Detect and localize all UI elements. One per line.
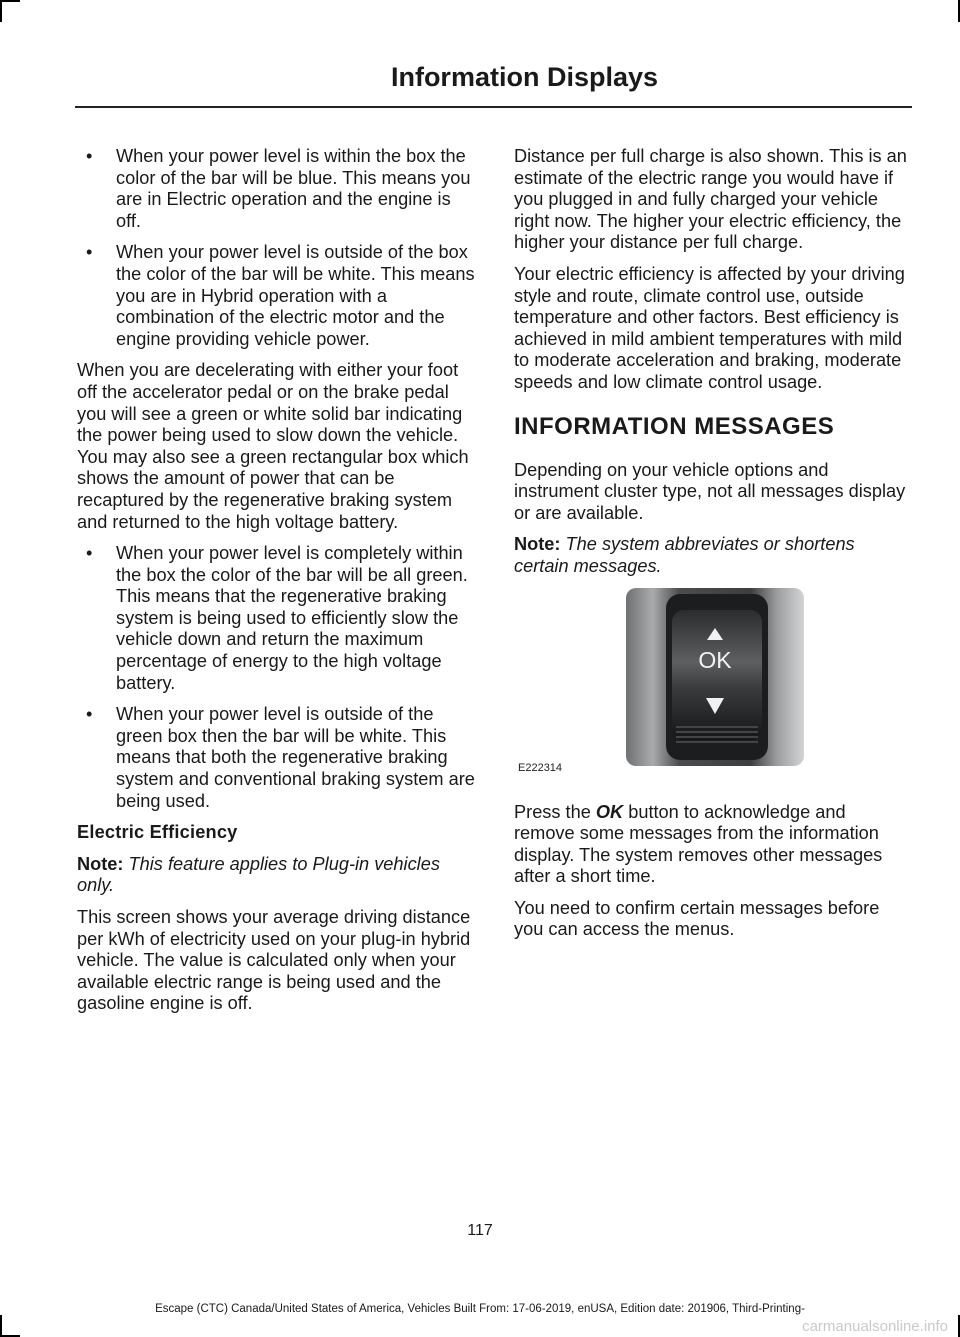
note-label: Note: [514,534,561,555]
bullet-list-power-level [77,146,477,350]
bullet-list-regenerative [77,543,477,812]
ok-label: OK [698,646,732,673]
bullet-icon: • [86,704,93,725]
bullet-icon: • [86,543,93,564]
steering-ok-button-image [626,588,804,766]
crop-mark [0,0,2,22]
watermark: carmanualsonline.info [802,1318,948,1335]
paragraph-confirm: You need to confirm certain messages before you can access the menus. [514,897,880,940]
page-number: 117 [467,1222,493,1239]
header-divider [75,106,912,108]
left-column [77,146,477,1025]
paragraph-messages: Depending on your vehicle options and instrument cluster type, not all messages display or are available. [514,459,906,523]
section-heading: INFORMATION MESSAGES [514,412,835,440]
bullet-icon: • [86,242,93,263]
page-title: Information Displays [390,62,658,92]
paragraph-decelerating: When you are decelerating with either your foot off the accelerator pedal or on the brake pedal you will see a green or white solid bar indicating the power being used to slow down the vehicle. You may also see a green rectangular box which shows the amount of power that can be recaptured by the regenerative braking system and returned to the high voltage battery. [77,360,469,532]
figure-id: E222314 [518,761,563,774]
list-item: • When your power level is outside of the box the color of the bar will be white. This means you are in Hybrid operation with a combination of the electric motor and the engine providing vehicle power. [86,242,475,349]
footer-text: Escape (CTC) Canada/United States of America, Vehicles Built From: 17-06-2019, enUSA, Edition date: 201906, Third-Printing- [155,1303,805,1315]
note [77,854,477,897]
note-text: The system abbreviates or shortens certain messages. [514,534,855,576]
subheading-electric-efficiency: Electric Efficiency [77,822,238,843]
note [514,534,910,577]
note-text: This feature applies to Plug-in vehicles only. [77,853,440,896]
paragraph-factors: Your electric efficiency is affected by your driving style and route, climate control use, outside temperature and other factors. Best efficiency is achieved in mild ambient temperatures with mild to moderate acceleration and braking, moderate speeds and low climate control usage. [514,263,905,392]
list-item: • When your power level is within the box the color of the bar will be blue. This means you are in Electric operation and the engine is off. [86,146,471,231]
right-column [514,146,910,951]
crop-mark [0,0,20,2]
ok-button-figure [514,588,910,784]
paragraph-press-ok: Press the OK button to acknowledge and remove some messages from the information display. The system removes other messages after a short time. [514,801,883,887]
list-item: • When your power level is outside of the green box then the bar will be white. This means that both the regenerative braking system and conventional braking system are being used. [86,704,475,811]
crop-mark [0,1315,2,1337]
ok-term: OK [595,801,624,822]
paragraph-distance: Distance per full charge is also shown. This is an estimate of the electric range you would have if you plugged in and fully charged your vehicle right now. The higher your electric efficiency, the higher your distance per full charge. [514,146,907,253]
bullet-icon: • [86,146,93,166]
paragraph-efficiency: This screen shows your average driving distance per kWh of electricity used on your plug-in hybrid vehicle. The value is calculated only when your available electric range is being used and the gasoline engine is off. [77,907,471,1014]
list-item: • When your power level is completely within the box the color of the bar will be all green. This means that the regenerative braking system is being used to efficiently slow the vehicle down and return the maximum percentage of energy to the high voltage battery. [86,543,468,693]
note-label: Note: [77,853,124,874]
